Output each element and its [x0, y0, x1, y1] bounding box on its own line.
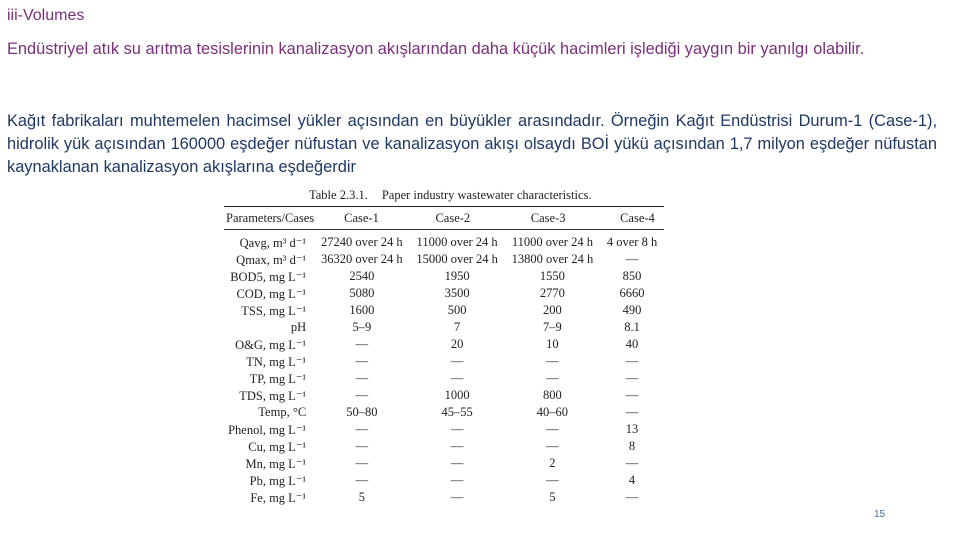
table-row [224, 370, 664, 387]
header-case-2: Case-2 [435, 210, 471, 225]
table-cell-value: 20 [450, 337, 464, 351]
table-cell-value: 2 [549, 456, 556, 470]
table-cell-value: 13 [625, 422, 639, 436]
table-cell-value: — [450, 473, 464, 487]
table-cell-value: — [546, 371, 559, 385]
table-cell-value: 5–9 [352, 320, 372, 334]
table-cell-value: 36320 over 24 h [321, 252, 403, 266]
page-number: 15 [874, 509, 886, 520]
table-cell-value: 7–9 [543, 320, 562, 334]
table-cell-parameter: Phenol, mg L⁻¹ [228, 422, 307, 437]
table-cell-value: — [450, 456, 464, 470]
table-row [224, 404, 664, 421]
wastewater-table-figure [224, 188, 664, 506]
table-cell-value: 40–60 [536, 405, 569, 419]
table-row [224, 387, 664, 404]
table-cell-value: — [625, 388, 639, 402]
table-cell-value: — [625, 371, 639, 385]
table-cell-parameter: pH [290, 320, 307, 334]
wastewater-table [224, 207, 664, 506]
table-cell-value: — [450, 490, 464, 504]
table-cell-value: — [625, 490, 639, 504]
paragraph-misconception: Endüstriyel atık su arıtma tesislerinin kanalizasyon akışlarından daha küçük hacimleri işlediği yaygın bir yanılgı olabilir. [7, 40, 865, 58]
table-cell-value: 4 over 8 h [606, 235, 658, 249]
table-header-row [224, 207, 664, 230]
table-cell-value: 45–55 [441, 405, 473, 419]
table-cell-value: 7 [453, 320, 461, 334]
table-cell-parameter: O&G, mg L⁻¹ [235, 337, 307, 352]
table-cell-value: 1950 [444, 269, 470, 283]
table-caption-number: Table 2.3.1. [309, 188, 368, 202]
table-cell-value: — [546, 354, 559, 368]
table-cell-parameter: TDS, mg L⁻¹ [239, 388, 307, 403]
header-case-3: Case-3 [530, 210, 566, 225]
table-cell-parameter: Pb, mg L⁻¹ [249, 473, 307, 488]
table-row [224, 302, 664, 319]
table-cell-parameter: Cu, mg L⁻¹ [248, 439, 307, 454]
table-cell-value: 10 [546, 337, 559, 351]
table-cell-parameter: Fe, mg L⁻¹ [250, 490, 307, 505]
table-cell-value: 27240 over 24 h [321, 235, 403, 249]
table-cell-value: 50–80 [346, 405, 378, 419]
table-cell-value: 1550 [539, 269, 565, 283]
table-cell-value: — [355, 439, 369, 453]
table-row [224, 489, 664, 506]
table-cell-value: 1000 [444, 388, 470, 402]
table-cell-parameter: Temp, °C [258, 405, 307, 419]
table-row [224, 234, 664, 251]
table-cell-parameter: COD, mg L⁻¹ [236, 286, 307, 301]
table-cell-parameter: BOD5, mg L⁻¹ [230, 269, 307, 284]
table-cell-value: 5080 [349, 286, 375, 300]
slide-heading: iii-Volumes [7, 7, 85, 24]
paragraph-paper-mills: Kağıt fabrikaları muhtemelen hacimsel yükler açısından en büyükler arasındadır. Örneğin Kağıt Endüstrisi Durum-1 (Case-1), hidrolik yük açısından 160000 eşdeğer nüfustan ve kanalizasyon akışı olsaydı BOİ yükü açısından 1,7 milyon eşdeğer nüfustan kaynaklanan kanalizasyon akışlarına eşdeğerdir [7, 112, 937, 176]
table-cell-value: 5 [358, 490, 365, 504]
table-cell-parameter: Qavg, m³ d⁻¹ [239, 235, 307, 250]
table-cell-value: — [355, 473, 369, 487]
table-cell-value: — [355, 388, 369, 402]
table-row [224, 319, 664, 336]
table-cell-value: 11000 over 24 h [511, 235, 593, 249]
table-cell-value: 5 [549, 490, 556, 504]
table-cell-value: 850 [622, 269, 642, 283]
header-case-1: Case-1 [344, 210, 379, 225]
table-cell-value: — [355, 456, 369, 470]
table-cell-value: — [625, 354, 639, 368]
table-row [224, 336, 664, 353]
table-body [224, 234, 664, 506]
table-row [224, 438, 664, 455]
table-row [224, 472, 664, 489]
header-case-4: Case-4 [620, 210, 655, 225]
table-cell-value: 11000 over 24 h [416, 235, 498, 249]
table-cell-value: — [546, 422, 559, 436]
table-cell-value: — [450, 371, 464, 385]
table-row [224, 285, 664, 302]
table-cell-value: — [450, 439, 464, 453]
header-parameters: Parameters/Cases [226, 210, 315, 225]
table-cell-value: — [450, 354, 464, 368]
table-cell-value: 2540 [349, 269, 375, 283]
table-cell-value: 4 [628, 473, 636, 487]
table-cell-value: 15000 over 24 h [416, 252, 498, 266]
table-caption [309, 188, 664, 206]
table-cell-value: 6660 [619, 286, 645, 300]
table-row [224, 251, 664, 268]
table-cell-value: 2770 [539, 286, 565, 300]
table-cell-value: — [355, 337, 369, 351]
table-cell-value: — [625, 405, 639, 419]
table-cell-value: 3500 [444, 286, 470, 300]
table-row [224, 455, 664, 472]
table-cell-value: 40 [625, 337, 639, 351]
table-cell-value: — [450, 422, 464, 436]
table-row [224, 268, 664, 285]
table-cell-parameter: TSS, mg L⁻¹ [241, 303, 307, 318]
table-cell-value: — [355, 422, 369, 436]
table-caption-title: Paper industry wastewater characteristics. [381, 188, 592, 202]
table-cell-parameter: TN, mg L⁻¹ [246, 354, 307, 369]
table-cell-parameter: TP, mg L⁻¹ [249, 371, 307, 386]
table-cell-value: 8 [628, 439, 636, 453]
table-cell-value: — [355, 354, 369, 368]
table-cell-value: — [546, 439, 559, 453]
table-cell-value: — [625, 456, 639, 470]
table-cell-value: 800 [543, 388, 562, 402]
table-row [224, 353, 664, 370]
table-cell-value: — [625, 252, 639, 266]
table-cell-value: 500 [447, 303, 467, 317]
table-cell-value: 200 [543, 303, 562, 317]
table-cell-value: 1600 [349, 303, 375, 317]
table-cell-value: — [355, 371, 369, 385]
table-cell-value: 490 [622, 303, 642, 317]
table-cell-value: — [546, 473, 559, 487]
table-cell-parameter: Mn, mg L⁻¹ [245, 456, 307, 471]
table-cell-parameter: Qmax, m³ d⁻¹ [236, 252, 307, 267]
table-row [224, 421, 664, 438]
table-cell-value: 13800 over 24 h [511, 252, 594, 266]
table-cell-value: 8.1 [624, 320, 640, 334]
